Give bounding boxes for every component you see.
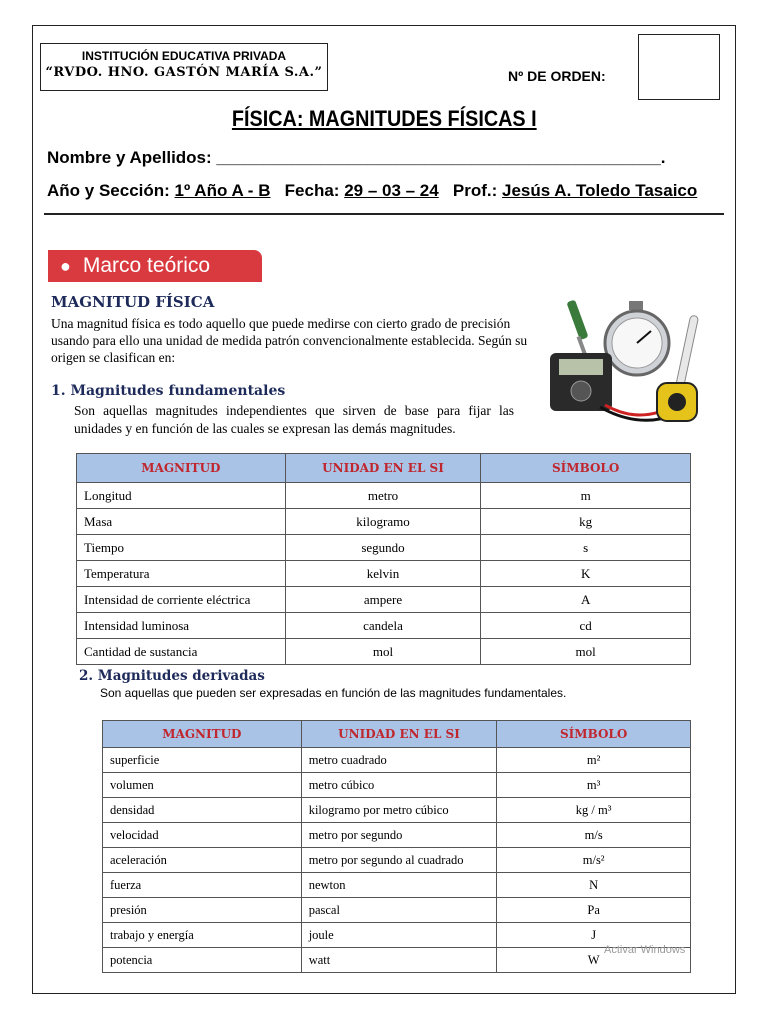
header-divider	[44, 213, 724, 215]
symbol-cell: m/s	[497, 823, 691, 848]
name-blank-line[interactable]: _______________________________________________.	[216, 148, 666, 167]
table-header-row	[77, 454, 691, 483]
fundamental-text: Son aquellas magnitudes independientes que sirven de base para fijar las unidades y en función de las cuales se expresan las demás magnitudes.	[74, 403, 514, 436]
symbol-cell: kg / m³	[497, 798, 691, 823]
table-row	[103, 898, 691, 923]
magnitude-cell: potencia	[103, 948, 302, 973]
column-header: SÍMBOLO	[497, 721, 691, 748]
institution-name-line1: INSTITUCIÓN EDUCATIVA PRIVADA	[81, 49, 287, 63]
unit-cell: metro cúbico	[301, 773, 497, 798]
symbol-cell: A	[481, 587, 691, 613]
magnitude-cell: aceleración	[103, 848, 302, 873]
magnitude-cell: Masa	[77, 509, 286, 535]
tape-measure-icon	[657, 383, 697, 421]
fundamental-magnitudes-table	[76, 453, 691, 665]
magnitude-cell: trabajo y energía	[103, 923, 302, 948]
institution-name-line2: “RVDO. HNO. GASTÓN MARÍA S.A.”	[45, 65, 323, 80]
unit-cell: metro	[285, 483, 481, 509]
symbol-cell: Pa	[497, 898, 691, 923]
magnitude-cell: densidad	[103, 798, 302, 823]
symbol-cell: kg	[481, 509, 691, 535]
magnitude-cell: Intensidad de corriente eléctrica	[77, 587, 286, 613]
table-row	[77, 639, 691, 665]
unit-cell: newton	[301, 873, 497, 898]
magnitude-cell: presión	[103, 898, 302, 923]
unit-cell: watt	[301, 948, 497, 973]
derived-heading: 2. Magnitudes derivadas	[79, 668, 265, 684]
unit-cell: joule	[301, 923, 497, 948]
symbol-cell: s	[481, 535, 691, 561]
magnitude-cell: Cantidad de sustancia	[77, 639, 286, 665]
order-number-box[interactable]	[638, 34, 720, 100]
year-label: Año y Sección:	[47, 181, 170, 200]
class-info-row	[47, 181, 697, 201]
symbol-cell: J	[497, 923, 691, 948]
symbol-cell: m²	[497, 748, 691, 773]
date-value: 29 – 03 – 24	[344, 181, 439, 200]
table-header-row	[103, 721, 691, 748]
magnitude-cell: superficie	[103, 748, 302, 773]
institution-box	[40, 43, 328, 91]
table-row	[77, 561, 691, 587]
symbol-cell: m/s²	[497, 848, 691, 873]
column-header: UNIDAD EN EL SI	[301, 721, 497, 748]
symbol-cell: m³	[497, 773, 691, 798]
table-row	[77, 535, 691, 561]
unit-cell: metro cuadrado	[301, 748, 497, 773]
derived-text: Son aquellas que pueden ser expresadas en función de las magnitudes fundamentales.	[100, 686, 567, 700]
unit-cell: kelvin	[285, 561, 481, 587]
intro-heading: MAGNITUD FÍSICA	[51, 293, 215, 311]
page-title: FÍSICA: MAGNITUDES FÍSICAS I	[231, 106, 537, 131]
teacher-label: Prof.:	[452, 181, 498, 200]
unit-cell: metro por segundo al cuadrado	[301, 848, 497, 873]
section-banner	[48, 250, 262, 282]
column-header: MAGNITUD	[103, 721, 302, 748]
derived-magnitudes-table	[102, 720, 691, 973]
table-row	[103, 948, 691, 973]
unit-cell: metro por segundo	[301, 823, 497, 848]
table-row	[103, 773, 691, 798]
table-row	[103, 748, 691, 773]
magnitude-cell: Longitud	[77, 483, 286, 509]
fundamental-heading: 1. Magnitudes fundamentales	[51, 383, 286, 399]
unit-cell: kilogramo por metro cúbico	[301, 798, 497, 823]
symbol-cell: m	[481, 483, 691, 509]
year-value: 1º Año A - B	[174, 181, 271, 200]
magnitude-cell: Temperatura	[77, 561, 286, 587]
symbol-cell: mol	[481, 639, 691, 665]
table-row	[77, 483, 691, 509]
order-number-label: Nº DE ORDEN:	[508, 68, 606, 84]
table-row	[77, 587, 691, 613]
magnitude-cell: Tiempo	[77, 535, 286, 561]
magnitude-cell: Intensidad luminosa	[77, 613, 286, 639]
table-row	[103, 923, 691, 948]
symbol-cell: N	[497, 873, 691, 898]
column-header: SÍMBOLO	[481, 454, 691, 483]
column-header: UNIDAD EN EL SI	[285, 454, 481, 483]
symbol-cell: W	[497, 948, 691, 973]
magnitude-cell: fuerza	[103, 873, 302, 898]
unit-cell: candela	[285, 613, 481, 639]
unit-cell: mol	[285, 639, 481, 665]
unit-cell: pascal	[301, 898, 497, 923]
unit-cell: kilogramo	[285, 509, 481, 535]
name-label: Nombre y Apellidos:	[47, 148, 212, 167]
activation-watermark: Activar Windows	[604, 944, 686, 956]
section-banner-label: Marco teórico	[82, 254, 211, 277]
table-row	[103, 873, 691, 898]
stopwatch-icon	[605, 301, 669, 375]
page-title-wrap	[0, 106, 768, 132]
date-label: Fecha:	[284, 181, 340, 200]
table-row	[103, 848, 691, 873]
name-row	[47, 148, 666, 168]
table-row	[77, 509, 691, 535]
table-row	[77, 613, 691, 639]
measuring-instruments-illustration	[545, 295, 720, 430]
symbol-cell: K	[481, 561, 691, 587]
magnitude-cell: volumen	[103, 773, 302, 798]
magnitude-cell: velocidad	[103, 823, 302, 848]
bullet-icon: ●	[60, 256, 71, 276]
intro-text: Una magnitud física es todo aquello que puede medirse con cierto grado de precisión usando para ello una unidad de medida patrón convencionalmente establecida. Según su origen se clasifican en:	[51, 316, 528, 365]
column-header: MAGNITUD	[77, 454, 286, 483]
unit-cell: segundo	[285, 535, 481, 561]
unit-cell: ampere	[285, 587, 481, 613]
teacher-value: Jesús A. Toledo Tasaico	[502, 181, 698, 200]
table-row	[103, 798, 691, 823]
symbol-cell: cd	[481, 613, 691, 639]
table-row	[103, 823, 691, 848]
